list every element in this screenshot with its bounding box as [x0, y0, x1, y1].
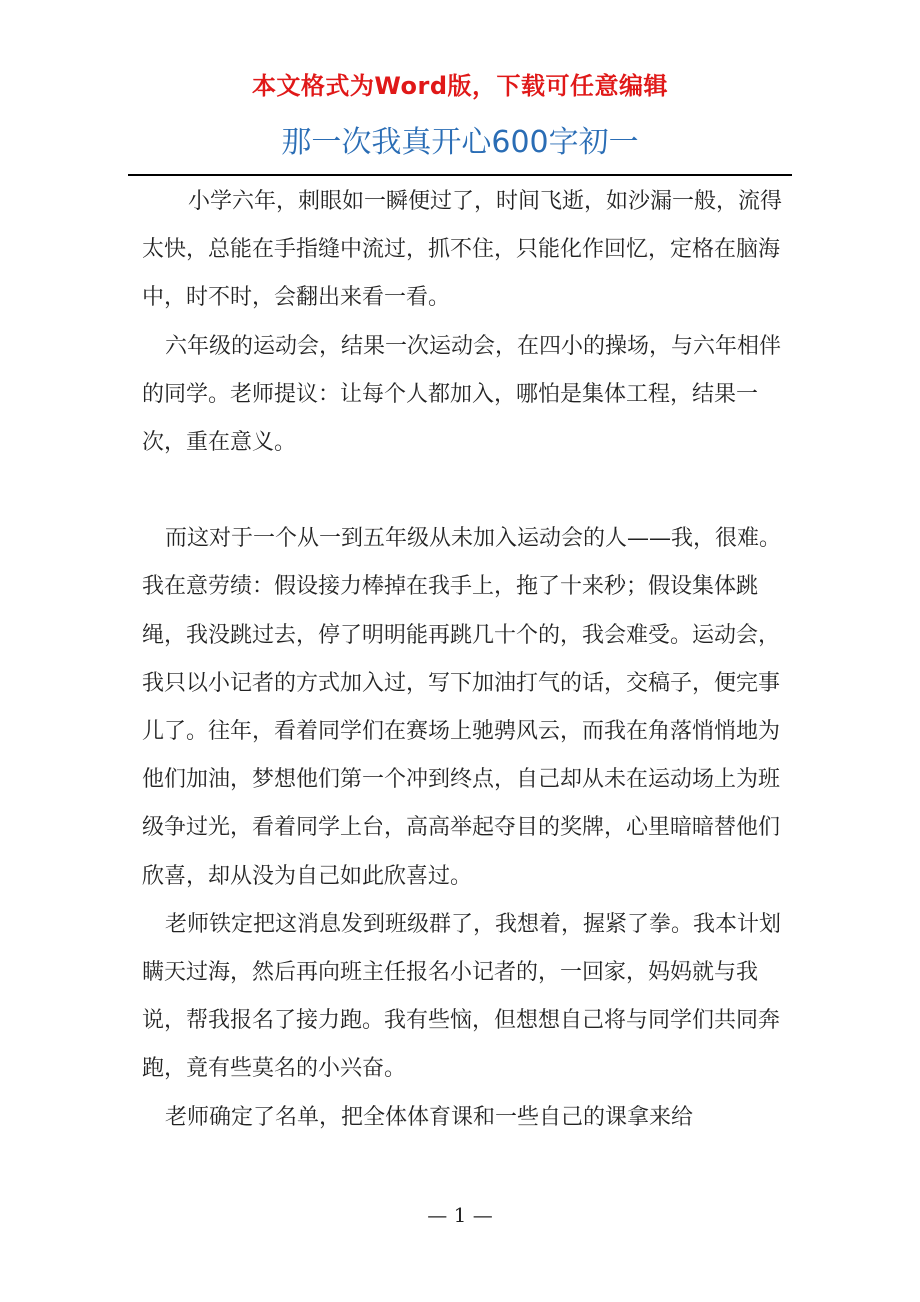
body-paragraph: 老师确定了名单，把全体体育课和一些自己的课拿来给: [165, 1104, 694, 1130]
format-notice-banner: 本文格式为Word版，下载可任意编辑: [251, 72, 669, 100]
body-paragraph: 小学六年，刺眼如一瞬便过了，时间飞逝，如沙漏一般，流得太快，总能在手指缝中流过，抓不住，只能化作回忆，定格在脑海中，时不时，会翻出来看一看。: [142, 189, 783, 311]
document-title: 那一次我真开心600字初一: [281, 125, 639, 160]
blank-line: [142, 467, 782, 515]
body-paragraph: 六年级的运动会，结果一次运动会，在四小的操场，与六年相伴的同学。老师提议：让每个人都加入，哪怕是集体工程，结果一次，重在意义。: [142, 333, 782, 456]
body-paragraph: 而这对于一个从一到五年级从未加入运动会的人——我，很难。我在意劳绩：假设接力棒掉在我手上，拖了十来秒；假设集体跳绳，我没跳过去，停了明明能再跳几十个的，我会难受。运动会，我只以小记者的方式加入过，写下加油打气的话，交稿子，便完事儿了。往年，看着同学们在赛场上驰骋风云，而我在角落悄悄地为他们加油，梦想他们第一个冲到终点，自己却从未在运动场上为班级争过光，看着同学上台，高高举起夺目的奖牌，心里暗暗替他们欣喜，却从没为自己如此欣喜过。: [142, 526, 782, 889]
title-underline: [128, 174, 792, 176]
page-number: — 1 —: [427, 1203, 493, 1227]
body-paragraph: 老师铁定把这消息发到班级群了，我想着，握紧了拳。我本计划瞒天过海，然后再向班主任报名小记者的，一回家，妈妈就与我说，帮我报名了接力跑。我有些恼，但想想自己将与同学们共同奔跑，竟有些莫名的小兴奋。: [142, 911, 782, 1082]
document-body: [142, 178, 782, 1142]
